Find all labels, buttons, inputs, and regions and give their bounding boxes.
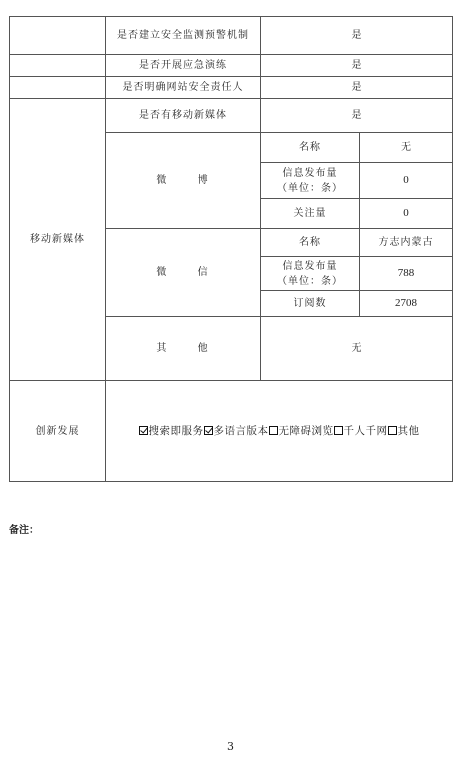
weibo-name-value: 无	[360, 133, 453, 163]
monitoring-label: 是否建立安全监测预警机制	[106, 17, 261, 55]
innovation-options	[106, 381, 453, 482]
wechat-subscribe-label: 订阅数	[261, 291, 360, 317]
innovation-option[interactable]	[139, 425, 204, 437]
weibo-label: 微 博	[106, 133, 261, 229]
drill-value: 是	[261, 55, 453, 77]
checkbox-icon[interactable]	[334, 426, 343, 435]
weibo-publish-label-line1: 信息发布量	[282, 167, 338, 179]
wechat-subscribe-value: 2708	[360, 291, 453, 317]
media-section-label: 移动新媒体	[10, 99, 106, 381]
innovation-option[interactable]	[269, 425, 334, 437]
wechat-publish-label	[261, 257, 360, 291]
weibo-follow-value: 0	[360, 199, 453, 229]
page-number: 3	[227, 740, 234, 753]
other-media-value: 无	[261, 317, 453, 381]
table-row	[10, 381, 453, 482]
innovation-option-label: 无障碍浏览	[278, 424, 334, 437]
has-media-label: 是否有移动新媒体	[106, 99, 261, 133]
innovation-option[interactable]	[204, 425, 269, 437]
blank-cell	[10, 55, 106, 77]
wechat-publish-label-line2: （单位：条）	[277, 275, 343, 287]
innovation-option[interactable]	[334, 425, 388, 437]
innovation-option-label: 其他	[397, 424, 420, 437]
checkbox-icon[interactable]	[139, 426, 148, 435]
wechat-label: 微 信	[106, 229, 261, 317]
drill-label: 是否开展应急演练	[106, 55, 261, 77]
wechat-name-value: 方志内蒙古	[360, 229, 453, 257]
checkbox-icon[interactable]	[388, 426, 397, 435]
checkbox-icon[interactable]	[269, 426, 278, 435]
other-media-label: 其 他	[106, 317, 261, 381]
wechat-name-label: 名称	[261, 229, 360, 257]
blank-cell	[10, 17, 106, 55]
responsible-value: 是	[261, 77, 453, 99]
table-row	[10, 77, 453, 99]
innovation-option[interactable]	[388, 425, 420, 437]
checkbox-icon[interactable]	[204, 426, 213, 435]
wechat-publish-label-line1: 信息发布量	[282, 260, 338, 272]
innovation-label: 创新发展	[10, 381, 106, 482]
blank-cell	[10, 77, 106, 99]
has-media-value: 是	[261, 99, 453, 133]
innovation-option-label: 多语言版本	[213, 424, 269, 437]
table-row	[10, 99, 453, 133]
innovation-option-label: 千人千网	[343, 424, 388, 437]
weibo-publish-label-line2: （单位：条）	[277, 182, 343, 194]
report-table	[9, 16, 453, 482]
weibo-publish-label	[261, 163, 360, 199]
table-row	[10, 55, 453, 77]
table-row	[10, 17, 453, 55]
monitoring-value: 是	[261, 17, 453, 55]
innovation-option-label: 搜索即服务	[148, 424, 204, 437]
responsible-label: 是否明确网站安全责任人	[106, 77, 261, 99]
weibo-follow-label: 关注量	[261, 199, 360, 229]
wechat-publish-value: 788	[360, 257, 453, 291]
note-label: 备注：	[9, 525, 39, 536]
weibo-publish-value: 0	[360, 163, 453, 199]
weibo-name-label: 名称	[261, 133, 360, 163]
